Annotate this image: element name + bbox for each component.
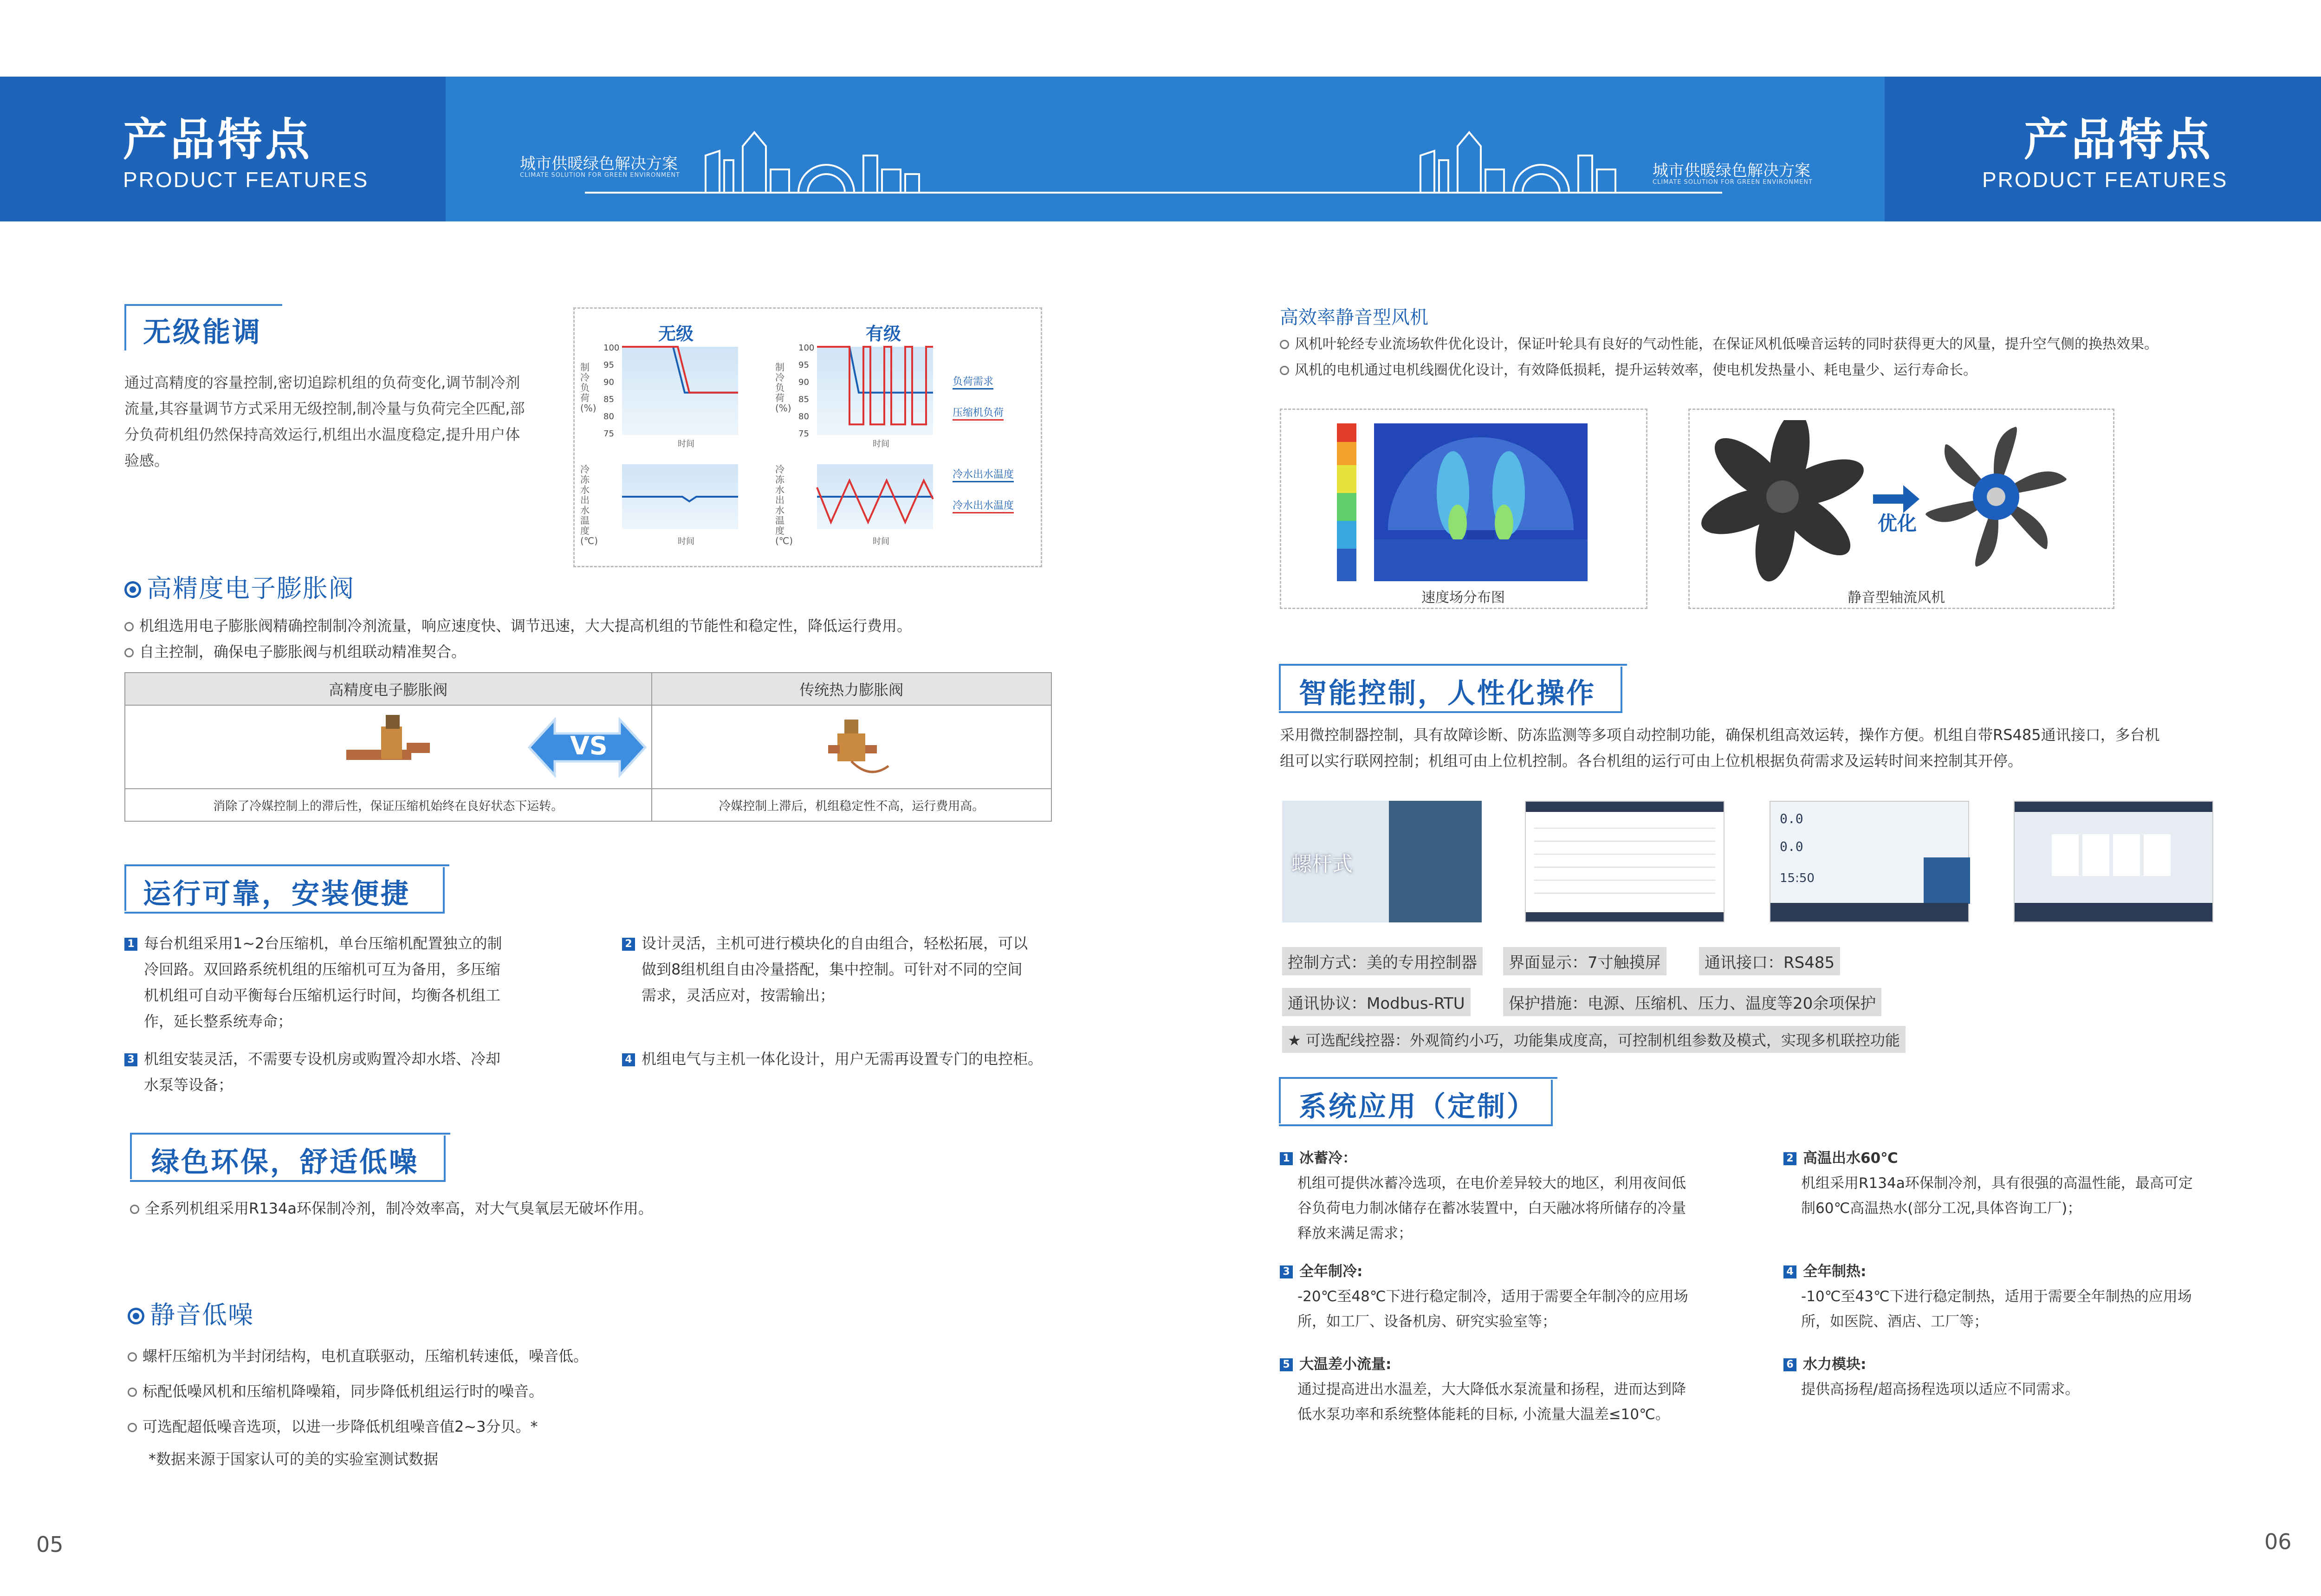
bullet-text: 标配低噪风机和压缩机降噪箱，同步降低机组运行时的噪音。 [143, 1382, 544, 1400]
table-header: 传统热力膨胀阀 [652, 673, 1051, 705]
bullet-item [124, 613, 1053, 639]
section-title-application: 系统应用（定制） [1299, 1090, 1537, 1123]
stepless-description [124, 370, 561, 474]
text-line: 采用微控制器控制，具有故障诊断、防冻监测等多项自动控制功能，确保机组高效运转，操作方便。机组自带RS485通讯接口，多台机 [1280, 726, 2160, 744]
text-line: 验感。 [124, 452, 169, 469]
y-tick-label: 100 [798, 343, 815, 353]
menu-grid[interactable] [2052, 834, 2172, 876]
item-text: 机组采用R134a环保制冷剂，具有很强的高温性能，最高可定 [1801, 1175, 2193, 1192]
y-label-temp: 冷冻水出水温度(℃) [580, 464, 598, 546]
item-text: 所，如工厂、设备机房、研究实验室等； [1297, 1313, 1556, 1330]
fan-caption: 静音型轴流风机 [1848, 590, 1945, 606]
number-badge: 4 [1783, 1265, 1796, 1278]
section-title-reliable: 运行可靠，安装便捷 [143, 878, 410, 910]
fan-bullets [1280, 331, 2321, 383]
item-text: 机机组可自动平衡每台压缩机运行时间，均衡各机组工 [144, 986, 501, 1004]
table-cell: 消除了冷媒控制上的滞后性，保证压缩机始终在良好状态下运转。 [125, 789, 652, 821]
item-text: 需求，灵活应对，按需输出； [642, 986, 835, 1004]
eev-bullets [124, 613, 1053, 665]
x-label-4: 时间 [873, 537, 889, 546]
velocity-field-image [1337, 423, 1588, 581]
legend-compressor-load: 压缩机负荷 [953, 405, 1004, 421]
screen-status [1770, 801, 1969, 922]
footnote: *数据来源于国家认可的美的实验室测试数据 [149, 1450, 439, 1468]
bullet-text: 螺杆压缩机为半封闭结构，电机直联驱动，压缩机转速低，噪音低。 [143, 1347, 589, 1365]
circle-bullet-icon [1280, 366, 1289, 375]
section-title-stepless: 无级能调 [143, 316, 262, 349]
spec-tag: 界面显示：7寸触摸屏 [1503, 947, 1666, 975]
y-label-load: 制冷负荷(%) [580, 362, 596, 414]
item-text: 冷回路。双回路系统机组的压缩机可互为备用，多压缩 [144, 960, 501, 978]
building-image [1389, 801, 1482, 922]
reliable-item-3 [124, 1046, 533, 1098]
x-label-2: 时间 [873, 439, 889, 449]
y-tick-label: 80 [798, 412, 809, 422]
item-text: -20℃至48℃下进行稳定制冷，适用于需要全年制冷的应用场 [1297, 1288, 1688, 1305]
spec-tag: 保护措施：电源、压缩机、压力、温度等20余项保护 [1503, 988, 1881, 1016]
item-text: 低水泵功率和系统整体能耗的目标, 小流量大温差≤10℃。 [1297, 1406, 1670, 1423]
page-subtitle-right: PRODUCT FEATURES [1982, 168, 2228, 192]
item-text: 制60℃高温热水(部分工况,具体咨询工厂)； [1801, 1200, 2082, 1217]
y-tick-label: 75 [798, 429, 809, 439]
circle-bullet-icon [128, 1388, 137, 1397]
app-item-4 [1783, 1259, 2248, 1334]
item-heading: 高温出水60℃ [1803, 1150, 1898, 1167]
slogan-right-en: CLIMATE SOLUTION FOR GREEN ENVIRONMENT [1653, 179, 1813, 186]
status-clock: 15:50 [1780, 871, 1815, 885]
y-tick-label: 100 [603, 343, 620, 353]
item-text: 设计灵活，主机可进行模块化的自由组合，轻松拓展，可以 [642, 934, 1028, 952]
item-text: 机组可提供冰蓄冷选项，在电价差异较大的地区，利用夜间低 [1297, 1175, 1686, 1192]
velocity-caption: 速度场分布图 [1421, 590, 1505, 606]
power-button[interactable] [1924, 857, 1970, 904]
number-badge: 4 [622, 1053, 635, 1066]
slogan-left-en: CLIMATE SOLUTION FOR GREEN ENVIRONMENT [520, 172, 681, 179]
text-line: 组可以实行联网控制；机组可由上位机控制。各台机组的运行可由上位机根据负荷需求及运转时间来控制其开停。 [1280, 752, 2023, 770]
y-label-temp-2: 冷冻水出水温度(℃) [775, 464, 793, 546]
number-badge: 3 [124, 1053, 137, 1066]
item-text: 每台机组采用1~2台压缩机，单台压缩机配置独立的制 [144, 934, 502, 952]
bullet-text: 风机叶轮经专业流场软件优化设计，保证叶轮具有良好的气动性能，在保证风机低噪音运转的同时获得更大的风量，提升空气侧的换热效果。 [1295, 336, 2158, 352]
text-line: 分负荷机组仍然保持高效运行,机组出水温度稳定,提升用户体 [124, 426, 520, 443]
table-header: 高精度电子膨胀阀 [125, 673, 652, 705]
spec-tag: 通讯接口：RS485 [1699, 947, 1840, 975]
legend-water-temp-1: 冷水出水温度 [953, 467, 1014, 482]
item-heading: 全年制冷: [1299, 1263, 1363, 1280]
item-text: 机组电气与主机一体化设计，用户无需再设置专门的电控柜。 [642, 1050, 1043, 1068]
bullet-dot-icon [128, 1308, 144, 1324]
bullet-text: 风机的电机通过电机线圈优化设计，有效降低损耗，提升运转效率，使电机发热量小、耗电量少、运行寿命长。 [1295, 362, 1977, 378]
item-text: 做到8组机组自由冷量搭配，集中控制。可针对不同的空间 [642, 960, 1023, 978]
plot-area-1 [622, 347, 738, 435]
tev-image-cell [652, 705, 1051, 789]
item-text: 通过提高进出水温差，大大降低水泵流量和扬程，进而达到降 [1297, 1381, 1686, 1398]
bullet-text: 机组选用电子膨胀阀精确控制制冷剂流量，响应速度快、调节迅速，大大提高机组的节能性和稳定性，降低运行费用。 [139, 617, 912, 635]
reliable-item-2 [622, 930, 1068, 1008]
text-line: 通过高精度的容量控制,密切追踪机组的负荷变化,调节制冷剂 [124, 374, 520, 391]
fan-title: 高效率静音型风机 [1280, 307, 1428, 328]
item-heading: 全年制热: [1803, 1263, 1867, 1280]
smart-description [1280, 722, 2321, 774]
status-value-2: 0.0 [1780, 839, 1803, 854]
number-badge: 5 [1280, 1358, 1293, 1371]
reliable-item-4 [622, 1046, 1068, 1072]
item-heading: 水力模块: [1803, 1356, 1867, 1373]
y-tick-label: 90 [798, 377, 809, 387]
y-tick-label: 95 [603, 360, 614, 370]
bullet-dot-icon [124, 581, 141, 598]
page-title-left: 产品特点 [123, 114, 312, 166]
y-tick-label: 95 [798, 360, 809, 370]
item-text: 作，延长整系统寿命； [144, 1012, 293, 1030]
circle-bullet-icon [124, 648, 134, 657]
item-text: 所，如医院、酒店、工厂等； [1801, 1313, 1988, 1330]
item-heading: 大温差小流量: [1299, 1356, 1392, 1373]
item-text: 水泵等设备； [144, 1076, 233, 1094]
header-banner [0, 77, 2321, 221]
y-tick-label: 85 [603, 395, 614, 404]
page-number-left: 05 [36, 1532, 64, 1557]
section-title-smart: 智能控制，人性化操作 [1299, 677, 1596, 710]
number-badge: 1 [124, 938, 137, 951]
green-bullets [130, 1195, 1012, 1221]
bullet-text: 可选配超低噪音选项，以进一步降低机组噪音值2~3分贝。* [143, 1418, 538, 1435]
fan-comparison-image [1699, 420, 2107, 583]
item-text: 释放来满足需求； [1297, 1225, 1413, 1242]
city-skyline-illustration [446, 77, 1885, 221]
plot-area-2 [817, 347, 933, 435]
screen-home [1282, 801, 1482, 922]
bullet-item [124, 639, 1053, 665]
y-tick-label: 85 [798, 395, 809, 404]
item-heading: 冰蓄冷： [1299, 1150, 1357, 1167]
section-title-text: 静音低噪 [150, 1300, 254, 1330]
slogan-right: 城市供暖绿色解决方案 [1653, 162, 1810, 180]
section-title-green: 绿色环保，舒适低噪 [151, 1146, 419, 1179]
item-text: 谷负荷电力制冰储存在蓄冰装置中，白天融冰将所储存的冷量 [1297, 1200, 1686, 1217]
x-label-3: 时间 [678, 537, 694, 546]
reliable-item-1 [124, 930, 533, 1034]
circle-bullet-icon [128, 1423, 137, 1432]
legend-water-temp-2: 冷水出水温度 [953, 498, 1014, 513]
section-title-text: 高精度电子膨胀阀 [147, 574, 355, 603]
capacity-chart [590, 341, 952, 555]
number-badge: 3 [1280, 1265, 1293, 1278]
y-tick-label: 75 [603, 429, 614, 439]
item-text: 机组安装灵活，不需要专设机房或购置冷却水塔、冷却 [144, 1050, 501, 1068]
app-item-6 [1783, 1352, 2248, 1402]
number-badge: 6 [1783, 1358, 1796, 1371]
y-label-load-2: 制冷负荷(%) [775, 362, 791, 414]
quiet-bullets [128, 1338, 1010, 1444]
circle-bullet-icon [130, 1205, 139, 1214]
page-number-right: 06 [2264, 1529, 2292, 1554]
status-value-1: 0.0 [1780, 811, 1803, 826]
bullet-text: 全系列机组采用R134a环保制冷剂，制冷效率高，对大气臭氧层无破坏作用。 [145, 1200, 653, 1217]
bullet-text: 自主控制，确保电子膨胀阀与机组联动精准契合。 [139, 643, 467, 661]
electronic-valve-icon [337, 710, 439, 780]
spec-tag: 通讯协议：Modbus-RTU [1282, 988, 1471, 1016]
section-title-quiet [128, 1295, 254, 1331]
page-title-right: 产品特点 [2024, 114, 2213, 166]
item-text: -10℃至43℃下进行稳定制热，适用于需要全年制热的应用场 [1801, 1288, 2192, 1305]
spec-tag-optional: ★ 可选配线控器：外观简约小巧，功能集成度高，可控制机组参数及模式，实现多机联控功能 [1282, 1026, 1906, 1053]
circle-bullet-icon [128, 1352, 137, 1362]
screen-settings [1525, 801, 1725, 922]
circle-bullet-icon [124, 622, 134, 631]
chart-title-stepless: 无级 [658, 324, 694, 344]
number-badge: 2 [622, 938, 635, 951]
legend-load-demand: 负荷需求 [953, 374, 993, 389]
app-item-2 [1783, 1146, 2248, 1221]
header-middle-block [446, 77, 1885, 221]
number-badge: 1 [1280, 1152, 1293, 1165]
y-tick-label: 90 [603, 377, 614, 387]
app-item-1 [1280, 1146, 1744, 1246]
page-subtitle-left: PRODUCT FEATURES [123, 168, 369, 192]
thermal-valve-icon [800, 710, 902, 780]
vs-label: VS [570, 731, 608, 760]
spec-tag: 控制方式：美的专用控制器 [1282, 947, 1483, 975]
slogan-left: 城市供暖绿色解决方案 [520, 155, 678, 173]
screen-menu [2014, 801, 2213, 922]
number-badge: 2 [1783, 1152, 1796, 1165]
screen-brand: 螺杆式 [1291, 852, 1353, 876]
section-title-eev [124, 569, 355, 604]
table-cell: 冷媒控制上滞后，机组稳定性不高，运行费用高。 [652, 789, 1051, 821]
item-text: 提供高扬程/超高扬程选项以适应不同需求。 [1801, 1381, 2080, 1398]
y-tick-label: 80 [603, 412, 614, 422]
x-label-1: 时间 [678, 439, 694, 449]
app-item-5 [1280, 1352, 1744, 1427]
circle-bullet-icon [1280, 340, 1289, 349]
chart-title-stepped: 有级 [866, 324, 901, 344]
text-line: 流量,其容量调节方式采用无级控制,制冷量与负荷完全匹配,部 [124, 400, 525, 417]
app-item-3 [1280, 1259, 1744, 1334]
optimize-label: 优化 [1878, 512, 1917, 535]
